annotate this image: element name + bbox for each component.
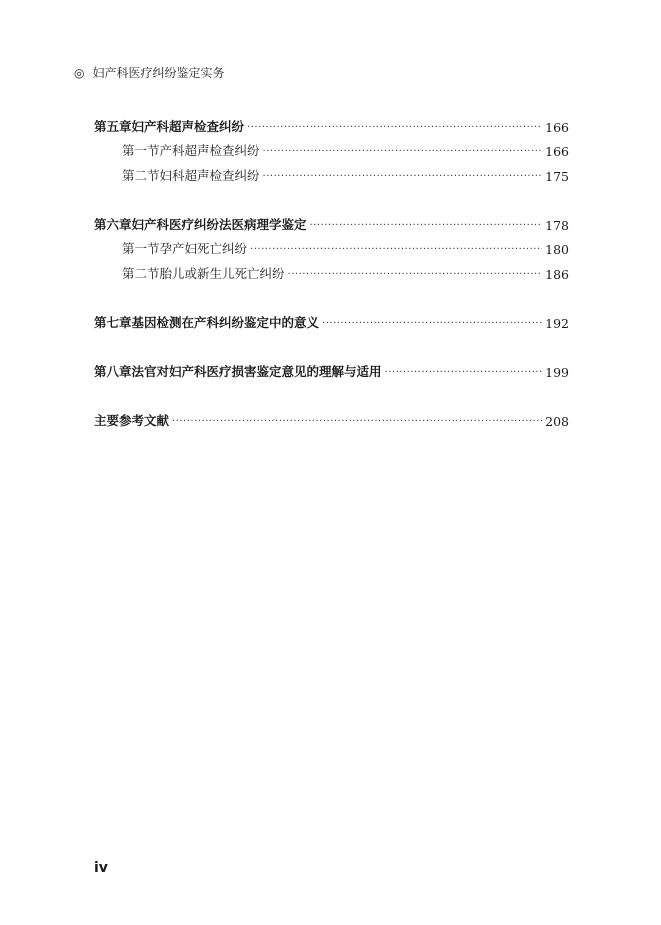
toc-entry-page: 208 — [545, 413, 569, 429]
toc-section-entry[interactable] — [94, 159, 569, 184]
toc-entry-title: 法官对妇产科医疗损害鉴定意见的理解与适用 — [131, 363, 382, 379]
toc-spacer — [94, 184, 569, 209]
dot-leader — [310, 220, 543, 231]
running-header — [74, 64, 225, 81]
toc-entry-number: 第二节 — [122, 265, 160, 281]
toc-entry-title: 基因检测在产科纠纷鉴定中的意义 — [131, 314, 320, 330]
toc-entry-page: 180 — [545, 242, 569, 257]
toc-chapter-entry[interactable] — [94, 208, 569, 233]
running-header-title: 妇产科医疗纠纷鉴定实务 — [92, 66, 225, 80]
toc-entry-page: 199 — [545, 364, 569, 380]
toc-entry-page: 192 — [545, 315, 569, 331]
toc-chapter-entry[interactable] — [94, 355, 569, 380]
toc-entry-number: 第五章 — [94, 118, 132, 134]
toc-section-entry[interactable] — [94, 257, 569, 282]
toc-section-entry[interactable] — [94, 135, 569, 160]
dot-leader — [263, 146, 543, 157]
table-of-contents — [94, 110, 569, 429]
dot-leader — [172, 416, 542, 427]
toc-entry-title: 妇科超声检查纠纷 — [159, 167, 260, 183]
toc-entry-number: 第二节 — [122, 167, 160, 183]
toc-section-entry[interactable] — [94, 233, 569, 258]
toc-chapter-entry[interactable] — [94, 404, 569, 429]
page-number: iv — [94, 860, 108, 876]
toc-entry-number: 第一节 — [122, 143, 160, 158]
toc-entry-page: 175 — [545, 168, 569, 184]
toc-entry-page: 166 — [545, 119, 569, 135]
toc-entry-title: 妇产科医疗纠纷法医病理学鉴定 — [131, 216, 307, 232]
toc-chapter-entry[interactable] — [94, 306, 569, 331]
toc-entry-page: 186 — [545, 266, 569, 282]
dot-leader — [288, 269, 543, 280]
double-circle-icon: ◎ — [74, 65, 85, 80]
toc-entry-page: 166 — [545, 144, 569, 159]
dot-leader — [247, 122, 542, 133]
toc-entry-number: 第八章 — [94, 363, 132, 379]
toc-entry-number: 第一节 — [122, 241, 160, 256]
toc-entry-number: 第七章 — [94, 314, 132, 330]
toc-entry-title: 主要参考文献 — [94, 412, 170, 428]
toc-entry-number: 第六章 — [94, 216, 132, 232]
toc-entry-title: 胎儿或新生儿死亡纠纷 — [159, 265, 285, 281]
dot-leader — [263, 171, 543, 182]
toc-entry-title: 妇产科超声检查纠纷 — [131, 118, 245, 134]
dot-leader — [322, 318, 542, 329]
toc-entry-title: 产科超声检查纠纷 — [159, 143, 260, 158]
toc-spacer — [94, 282, 569, 307]
toc-entry-page: 178 — [545, 217, 569, 233]
toc-spacer — [94, 331, 569, 356]
toc-entry-title: 孕产妇死亡纠纷 — [159, 241, 248, 256]
dot-leader — [385, 367, 543, 378]
dot-leader — [250, 244, 542, 255]
toc-chapter-entry[interactable] — [94, 110, 569, 135]
toc-spacer — [94, 380, 569, 405]
